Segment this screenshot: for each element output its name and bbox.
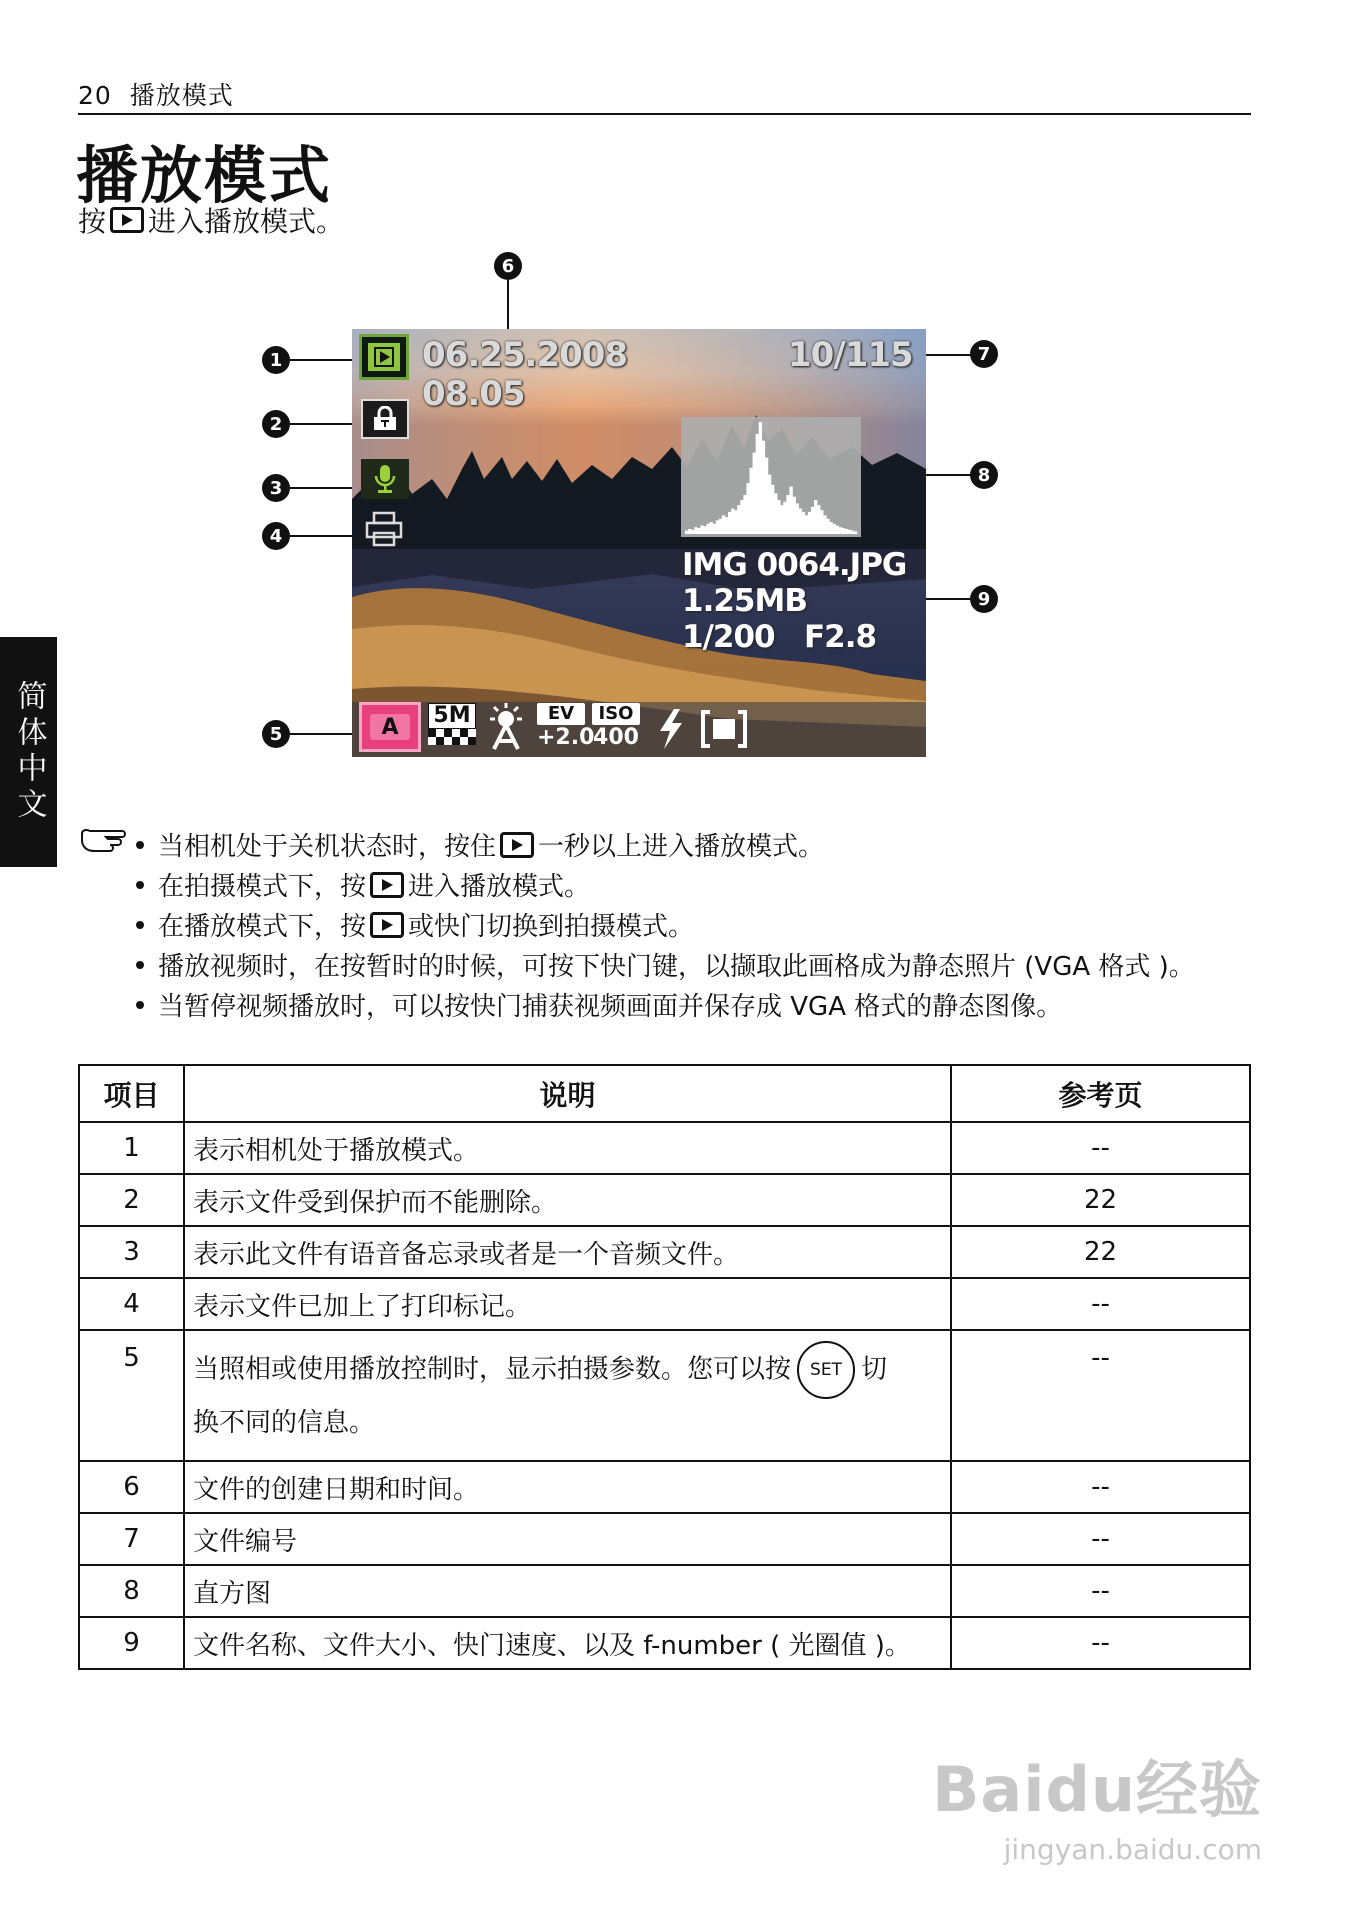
histogram-bar [719,519,722,534]
histogram-bar [697,528,700,534]
ev-value: +2.0 [537,725,595,750]
table-header-row [79,1065,1250,1122]
item-cell: 9 [79,1617,184,1669]
print-mark-icon [364,509,404,553]
callout-5-leader [290,733,356,735]
baidu-watermark [932,1740,1262,1866]
iso-label: ISO [592,703,640,725]
intro-line [78,200,344,240]
item-cell: 8 [79,1565,184,1617]
callout-6: 6 [494,252,522,280]
note-text-after: 进入播放模式。 [408,872,591,902]
language-side-tab [0,637,57,867]
bullet [136,961,144,969]
histogram-bar [777,500,780,534]
page-cell: -- [951,1617,1250,1669]
callout-3-leader [290,487,356,489]
note-text: 在拍摄模式下，按 [158,872,367,902]
histogram-bar [685,531,688,534]
histogram-bar [820,510,823,534]
histogram-bar [743,495,746,534]
histogram-bar [845,529,848,534]
note-hand-icon [80,826,130,860]
set-button-icon [797,1341,855,1399]
histogram-bar [799,509,802,534]
metering-icon [700,709,748,753]
header-page: 参考页 [951,1065,1250,1122]
histogram-bar [802,512,805,534]
callout-5: 5 [262,720,290,748]
histogram-bar [700,526,703,534]
note-text: 播放视频时，在按暂时的时候，可按下快门键，以撷取此画格成为静态照片 (VGA 格式 )。 [158,952,1195,982]
note-text-after: 一秒以上进入播放模式。 [538,832,825,862]
histogram-bar [707,524,710,534]
callout-1: 1 [262,346,290,374]
histogram-bar [848,530,851,534]
intro-text-after: 进入播放模式。 [148,205,345,238]
item-cell: 6 [79,1461,184,1513]
page-cell: 22 [951,1226,1250,1278]
page-cell: -- [951,1565,1250,1617]
playback-button-icon [370,912,404,938]
histogram-bar [854,531,857,534]
file-size-text: 1.25MB [682,583,807,619]
page-cell: -- [951,1278,1250,1330]
item-cell: 4 [79,1278,184,1330]
note-text: 当相机处于关机状态时，按住 [158,832,497,862]
note-text-after: 或快门切换到拍摄模式。 [408,912,695,942]
histogram-bar [765,458,768,534]
callout-1-leader [290,359,356,361]
histogram-bar [780,505,783,534]
time-text: 08.05 [422,374,525,414]
histogram-bar [746,483,749,534]
camera-playback-screen [352,329,926,757]
bullet [136,1001,144,1009]
description-cell: 直方图 [184,1565,951,1617]
histogram-bar [762,441,765,534]
histogram-bar [783,502,786,534]
table-row [79,1174,1250,1226]
description-cell: 文件的创建日期和时间。 [184,1461,951,1513]
histogram-bar [691,530,694,534]
item-cell: 2 [79,1174,184,1226]
histogram-bar [786,495,789,534]
exposure-value-icon [537,703,595,751]
histogram-bar [694,527,697,534]
table-row [79,1226,1250,1278]
page-cell: -- [951,1330,1250,1461]
scene-mode-letter: A [370,714,410,740]
image-size-badge: 5M [428,703,476,729]
histogram-bar [851,531,854,534]
bullet [136,921,144,929]
playback-button-icon [500,832,534,858]
table-row [79,1330,1250,1461]
callout-2-leader [290,423,356,425]
histogram-bar [774,493,777,534]
histogram-bar [823,515,826,534]
flash-icon [654,707,688,755]
histogram-bar [771,485,774,534]
callout-9: 9 [970,585,998,613]
exposure-text: 1/200 F2.8 [682,619,877,655]
running-header [78,76,234,112]
histogram-bar [737,505,740,534]
table-row [79,1565,1250,1617]
page-cell: -- [951,1513,1250,1565]
bullet [136,881,144,889]
note-item [136,906,694,943]
file-count-text: 10/115 [788,335,913,375]
note-item [136,866,590,903]
reference-table [78,1064,1251,1670]
histogram-bar [759,422,762,534]
histogram-bar [842,528,845,534]
callout-3: 3 [262,474,290,502]
histogram-bar [814,500,817,534]
histogram-bar [716,520,719,534]
description-cell: 表示此文件有语音备忘录或者是一个音频文件。 [184,1226,951,1278]
histogram-bar [734,510,737,534]
description-text-after: 切 [861,1354,888,1385]
histogram-bar [839,527,842,534]
protect-lock-icon [361,399,409,439]
histogram-bar [688,529,691,534]
description-text: 当照相或使用播放控制时，显示拍摄参数。您可以按 [193,1354,792,1385]
callout-8: 8 [970,461,998,489]
description-text-line2: 换不同的信息。 [193,1408,376,1438]
item-cell: 5 [79,1330,184,1461]
histogram-bar [836,526,839,534]
description-cell: 文件名称、文件大小、快门速度、以及 f-number ( 光圈值 )。 [184,1617,951,1669]
histogram-bar [793,497,796,534]
date-text: 06.25.2008 [422,335,628,375]
histogram-bar [713,524,716,534]
callout-4-leader [290,535,356,537]
language-side-tab-label: 简体中文 [11,680,47,824]
description-cell [184,1330,951,1461]
note-item [136,946,1195,983]
histogram-bar [829,522,832,534]
table-row [79,1122,1250,1174]
callout-6-leader [507,280,509,332]
histogram-bar [811,507,814,534]
playback-button-icon [370,872,404,898]
note-text: 在播放模式下，按 [158,912,367,942]
item-cell: 1 [79,1122,184,1174]
note-item [136,986,1062,1023]
iso-icon [592,703,640,751]
table-row [79,1278,1250,1330]
set-button-label: SET [810,1360,842,1380]
header-rule [78,113,1251,115]
callout-2: 2 [262,410,290,438]
file-name-text: IMG 0064.JPG [682,547,907,583]
watermark-main: Baidu经验 [932,1753,1262,1826]
page-cell: -- [951,1122,1250,1174]
ev-label: EV [537,703,585,725]
table-row [79,1617,1250,1669]
section-name: 播放模式 [129,81,234,110]
page-number: 20 [78,81,112,110]
histogram-bar [789,486,792,534]
histogram-bar [832,524,835,534]
description-cell: 表示文件受到保护而不能删除。 [184,1174,951,1226]
watermark-sub: jingyan.baidu.com [1003,1833,1262,1866]
histogram-bar [826,519,829,534]
histogram-bar [740,500,743,534]
callout-7: 7 [970,340,998,368]
intro-text-before: 按 [78,205,107,238]
histogram-bar [808,512,811,534]
image-size-icon [428,703,476,749]
header-description: 说明 [184,1065,951,1122]
bullet [136,841,144,849]
callout-4: 4 [262,522,290,550]
histogram-bar [728,512,731,534]
page-cell: 22 [951,1174,1250,1226]
histogram-bar [817,505,820,534]
voice-memo-icon [361,459,409,499]
scene-mode-icon [359,702,421,752]
histogram-bar [722,515,725,534]
playback-icon [359,334,409,380]
table-row [79,1513,1250,1565]
histogram-bar [768,475,771,534]
histogram-bar [703,526,706,534]
iso-value: 400 [593,725,639,750]
histogram-bar [805,515,808,534]
item-cell: 7 [79,1513,184,1565]
playback-button-icon [110,207,144,233]
item-cell: 3 [79,1226,184,1278]
histogram-bar [750,468,753,534]
histogram-bar [756,434,759,534]
histogram-bar [725,517,728,534]
description-cell: 表示相机处于播放模式。 [184,1122,951,1174]
table-row [79,1461,1250,1513]
header-item: 项目 [79,1065,184,1122]
histogram-bar [796,503,799,534]
white-balance-icon [482,701,530,755]
page-title: 播放模式 [76,139,333,212]
histogram-bar [710,522,713,534]
histogram-bar [731,509,734,534]
description-cell: 表示文件已加上了打印标记。 [184,1278,951,1330]
histogram-bar [753,453,756,534]
page-cell: -- [951,1461,1250,1513]
note-text: 当暂停视频播放时，可以按快门捕获视频画面并保存成 VGA 格式的静态图像。 [158,992,1063,1022]
note-item [136,826,824,863]
description-cell: 文件编号 [184,1513,951,1565]
